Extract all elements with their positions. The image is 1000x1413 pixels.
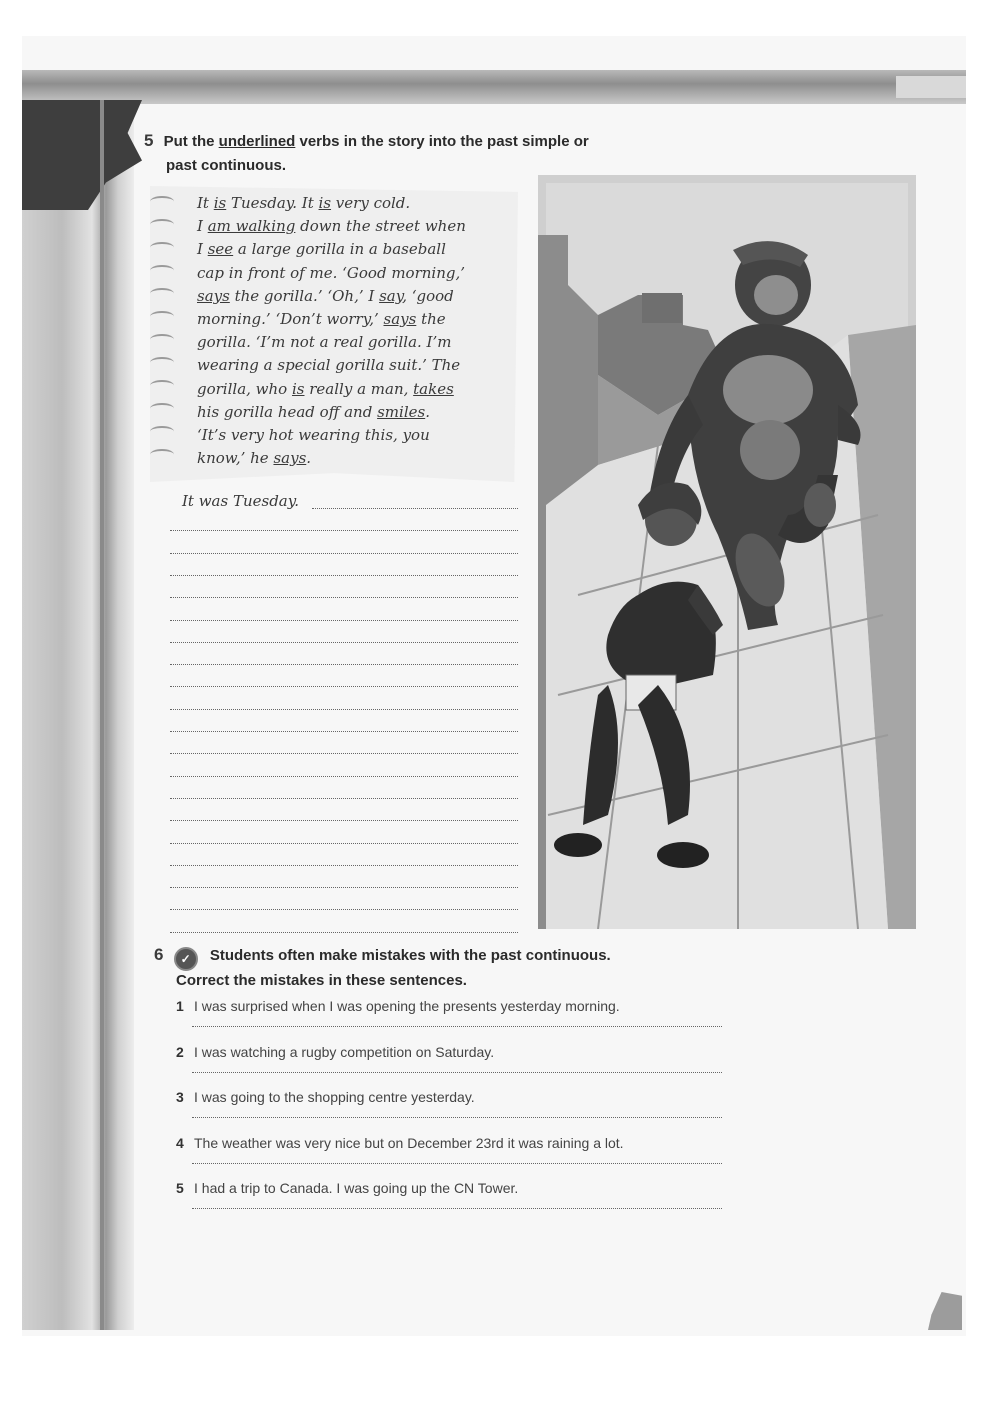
underlined-verb: see [207, 240, 234, 259]
underlined-verb: say [379, 286, 403, 305]
sentence-text: I had a trip to Canada. I was going up the CN Tower. [194, 1180, 519, 1196]
answer-line[interactable] [170, 820, 518, 821]
answer-line[interactable] [170, 530, 518, 531]
spiral-ring [150, 426, 174, 437]
underlined-verb: says [197, 286, 230, 305]
spiral-ring [150, 357, 174, 368]
story-line [197, 285, 497, 308]
underlined-verb: says [273, 449, 307, 468]
exercise-6-sentence [176, 998, 620, 1014]
exercise-5-title-part: Put the [163, 133, 215, 150]
story-text-segment: I [197, 217, 208, 236]
spiral-ring [150, 196, 174, 207]
story-text-segment: . [425, 402, 430, 421]
gorilla-illustration [538, 175, 916, 929]
answer-line[interactable] [170, 731, 518, 732]
book-spine-shadow [22, 100, 134, 1330]
answer-line[interactable] [170, 865, 518, 866]
underlined-verb: is [213, 194, 227, 212]
answer-line[interactable] [170, 798, 518, 799]
answer-line[interactable] [170, 597, 518, 598]
exercise-6-subtitle: Correct the mistakes in these sentences. [176, 972, 467, 989]
scan-top-band [22, 70, 966, 104]
exercise-6-sentence [176, 1180, 518, 1196]
correction-line[interactable] [192, 1117, 722, 1118]
answer-line[interactable] [170, 642, 518, 643]
story-text-segment: cap in front of me. ‘Good morning,’ [197, 263, 466, 282]
underlined-verb: am walking [207, 217, 296, 236]
spiral-ring [150, 288, 174, 299]
correction-line[interactable] [192, 1208, 722, 1209]
correction-line[interactable] [192, 1072, 722, 1073]
story-text-segment: very cold. [331, 194, 411, 212]
story-text-segment: I [197, 240, 208, 259]
story-text-segment: morning.’ ‘Don’t worry,’ [197, 310, 384, 329]
spiral-ring [150, 265, 174, 276]
story-line [197, 238, 497, 261]
exercise-5-title-part: verbs in the story into the past simple or [299, 133, 589, 150]
exercise-6-sentence [176, 1089, 475, 1105]
sentence-number: 5 [176, 1180, 184, 1196]
story-text-segment: down the street when [295, 217, 466, 236]
answer-line[interactable] [170, 753, 518, 754]
story-line [197, 378, 497, 401]
answer-line[interactable] [170, 553, 518, 554]
exercise-6-number: 6 [154, 945, 164, 964]
story-line [197, 447, 497, 470]
answer-line[interactable] [312, 508, 518, 509]
spiral-ring [150, 334, 174, 345]
story-line [197, 424, 497, 447]
story-text-segment: gorilla, who [197, 379, 292, 398]
answer-line[interactable] [170, 575, 518, 576]
story-text-segment: the [416, 310, 446, 329]
exercise-5-heading-line2: past continuous. [166, 157, 286, 174]
underlined-verb: smiles [377, 402, 426, 421]
answer-line[interactable] [170, 932, 518, 933]
story-text-segment: really a man, [304, 379, 414, 398]
story-text-segment: It [197, 194, 214, 212]
spiral-ring [150, 242, 174, 253]
exam-tip-icon: ✓ [174, 947, 198, 971]
underlined-verb: takes [413, 379, 454, 398]
sentence-number: 3 [176, 1089, 184, 1105]
story-text-segment: ‘It’s very hot wearing this, you [197, 426, 430, 445]
exercise-5-number: 5 [144, 131, 154, 150]
exercise-6-title: Students often make mistakes with the past continuous. [209, 947, 611, 964]
story-line [197, 192, 497, 215]
sentence-number: 4 [176, 1135, 184, 1151]
story-text-segment: the gorilla.’ ‘Oh,’ I [229, 286, 380, 305]
story-line [197, 262, 497, 285]
story-text-segment: his gorilla head off and [197, 402, 378, 421]
spiral-ring [150, 403, 174, 414]
story-line [197, 354, 497, 377]
spiral-ring [150, 449, 174, 460]
story-text-segment: , ‘good [402, 286, 454, 305]
underlined-verb: says [383, 310, 417, 329]
sentence-text: The weather was very nice but on December 23rd it was raining a lot. [194, 1135, 624, 1151]
story-text-segment: gorilla. ‘I’m not a real gorilla. I’m [197, 333, 452, 352]
story-text-segment: . [306, 449, 312, 468]
sentence-text: I was watching a rugby competition on Saturday. [194, 1044, 495, 1060]
sentence-text: I was going to the shopping centre yesterday. [194, 1089, 475, 1105]
answer-line[interactable] [170, 776, 518, 777]
answer-line[interactable] [170, 664, 518, 665]
story-line [197, 401, 497, 424]
underlined-verb: is [291, 379, 305, 398]
correction-line[interactable] [192, 1026, 722, 1027]
story-line [197, 215, 497, 238]
story-text [197, 192, 497, 470]
spine-line [100, 100, 104, 1330]
story-line [197, 308, 497, 331]
example-answer: It was Tuesday. [182, 492, 300, 510]
underlined-verb: is [318, 194, 332, 212]
exercise-5-heading [144, 130, 589, 153]
exercise-5-title-underlined: underlined [218, 133, 296, 150]
sentence-text: I was surprised when I was opening the presents yesterday morning. [194, 998, 620, 1014]
spiral-ring [150, 219, 174, 230]
story-text-segment: Tuesday. It [226, 194, 319, 212]
answer-line[interactable] [170, 843, 518, 844]
exercise-6-sentence [176, 1135, 624, 1151]
exercise-6-heading [154, 944, 611, 971]
story-text-segment: know,’ he [197, 449, 274, 468]
correction-line[interactable] [192, 1163, 722, 1164]
story-line [197, 331, 497, 354]
exercise-6-sentence [176, 1044, 494, 1060]
story-text-segment: a large gorilla in a baseball [233, 240, 446, 259]
story-text-segment: wearing a special gorilla suit.’ The [197, 356, 461, 375]
spiral-ring [150, 311, 174, 322]
answer-line[interactable] [170, 620, 518, 621]
sentence-number: 1 [176, 998, 184, 1014]
answer-line[interactable] [170, 709, 518, 710]
answer-line[interactable] [170, 686, 518, 687]
answer-line[interactable] [170, 909, 518, 910]
spiral-ring [150, 380, 174, 391]
sentence-number: 2 [176, 1044, 184, 1060]
answer-line[interactable] [170, 887, 518, 888]
